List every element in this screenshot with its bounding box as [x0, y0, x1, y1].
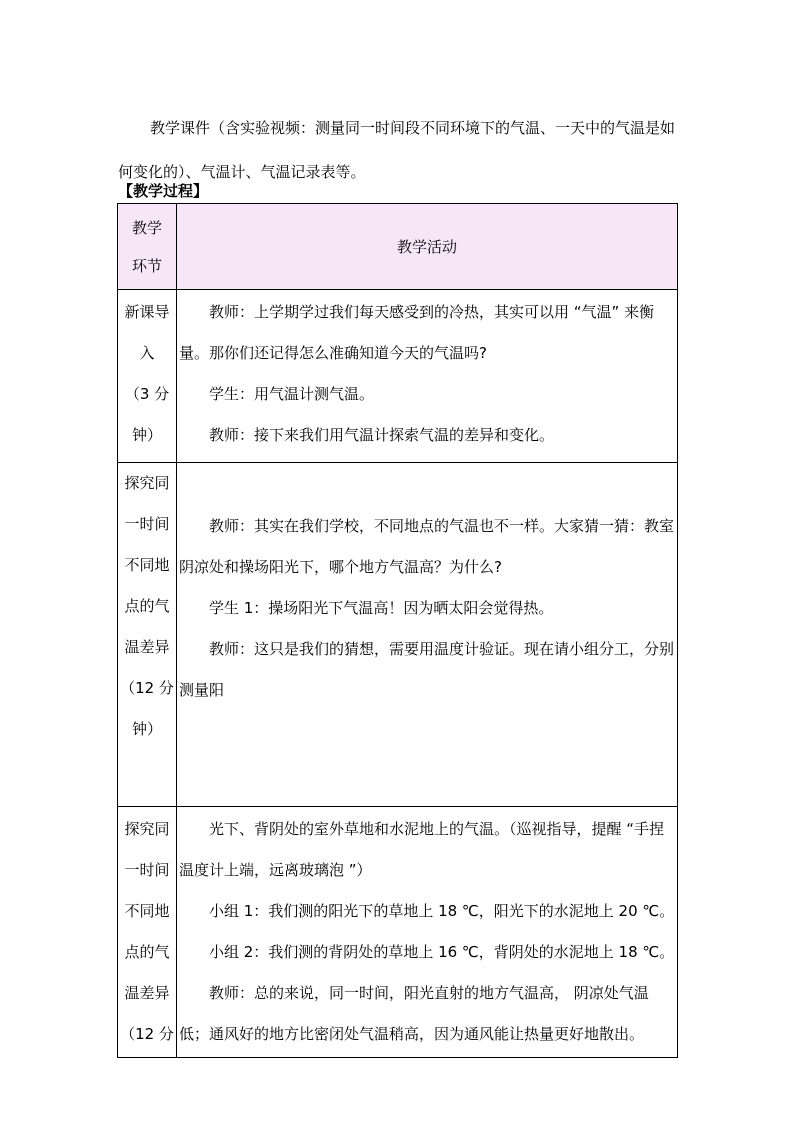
- header-stage-label: 教学环节: [131, 219, 162, 275]
- stage-line: 点的气: [124, 597, 170, 615]
- stage-line: （12 分: [120, 679, 174, 697]
- stage-line: 钟）: [131, 720, 162, 738]
- stage-line: 点的气: [124, 943, 170, 961]
- table-row: [118, 290, 678, 463]
- activity-paragraph: 教师：其实在我们学校，不同地点的气温也不一样。大家猜一猜：教室阴凉处和操场阳光下，哪个地方气温高？为什么?: [179, 517, 675, 576]
- stage-line: 温差异: [124, 638, 170, 656]
- table-header-row: [118, 204, 678, 290]
- table-row: [118, 463, 678, 807]
- activity-paragraph: 小组 2：我们测的背阴处的草地上 16 ℃，背阴处的水泥地上 18 ℃。: [209, 943, 675, 961]
- activity-paragraph: 教师：上学期学过我们每天感受到的冷热，其实可以用 “气温” 来衡量。那你们还记得怎么准确知道今天的气温吗?: [179, 303, 655, 362]
- activity-paragraph: 光下、背阴处的室外草地和水泥地上的气温。（巡视指导，提醒 “手捏温度计上端，远离玻璃泡 ”）: [179, 820, 665, 879]
- intro-paragraph: 教学课件（含实验视频：测量同一时间段不同环境下的气温、一天中的气温是如何变化的）、气温计、气温记录表等。: [118, 119, 676, 181]
- activity-paragraph: 学生：用气温计测气温。: [209, 385, 375, 403]
- stage-line: 一时间: [124, 861, 170, 879]
- stage-line: 一时间: [124, 515, 170, 533]
- activity-cell: [177, 807, 678, 1058]
- header-stage: [118, 204, 177, 290]
- section-title: 【教学过程】: [118, 182, 209, 200]
- stage-line: 不同地: [124, 556, 170, 574]
- stage-line: 探究同: [124, 820, 170, 838]
- stage-line: 温差异: [124, 984, 170, 1002]
- stage-line: （3 分: [124, 385, 170, 403]
- stage-line: 不同地: [124, 902, 170, 920]
- stage-line: 入: [139, 344, 155, 362]
- header-activity: 教学活动: [177, 204, 678, 290]
- activity-cell: [177, 463, 678, 807]
- lesson-process-table: [117, 203, 678, 1058]
- stage-line: 新课导: [124, 303, 170, 321]
- activity-paragraph: 学生 1：操场阳光下气温高！因为晒太阳会觉得热。: [209, 599, 554, 617]
- stage-cell: [118, 463, 177, 807]
- activity-paragraph: 教师：总的来说，同一时间，阳光直射的地方气温高， 阴凉处气温低；通风好的地方比密闭处气温稍高，因为通风能让热量更好地散出。: [179, 984, 649, 1043]
- activity-paragraph: 教师：接下来我们用气温计探索气温的差异和变化。: [209, 426, 555, 444]
- activity-paragraph: 小组 1：我们测的阳光下的草地上 18 ℃，阳光下的水泥地上 20 ℃。: [209, 902, 675, 920]
- stage-line: 探究同: [124, 474, 170, 492]
- stage-cell: [118, 290, 177, 463]
- stage-line: （12 分: [120, 1025, 174, 1043]
- activity-paragraph: 教师：这只是我们的猜想，需要用温度计验证。现在请小组分工，分别测量阳: [179, 640, 675, 699]
- stage-cell: [118, 807, 177, 1058]
- stage-line: 钟）: [131, 426, 162, 444]
- table-row: [118, 807, 678, 1058]
- activity-cell: [177, 290, 678, 463]
